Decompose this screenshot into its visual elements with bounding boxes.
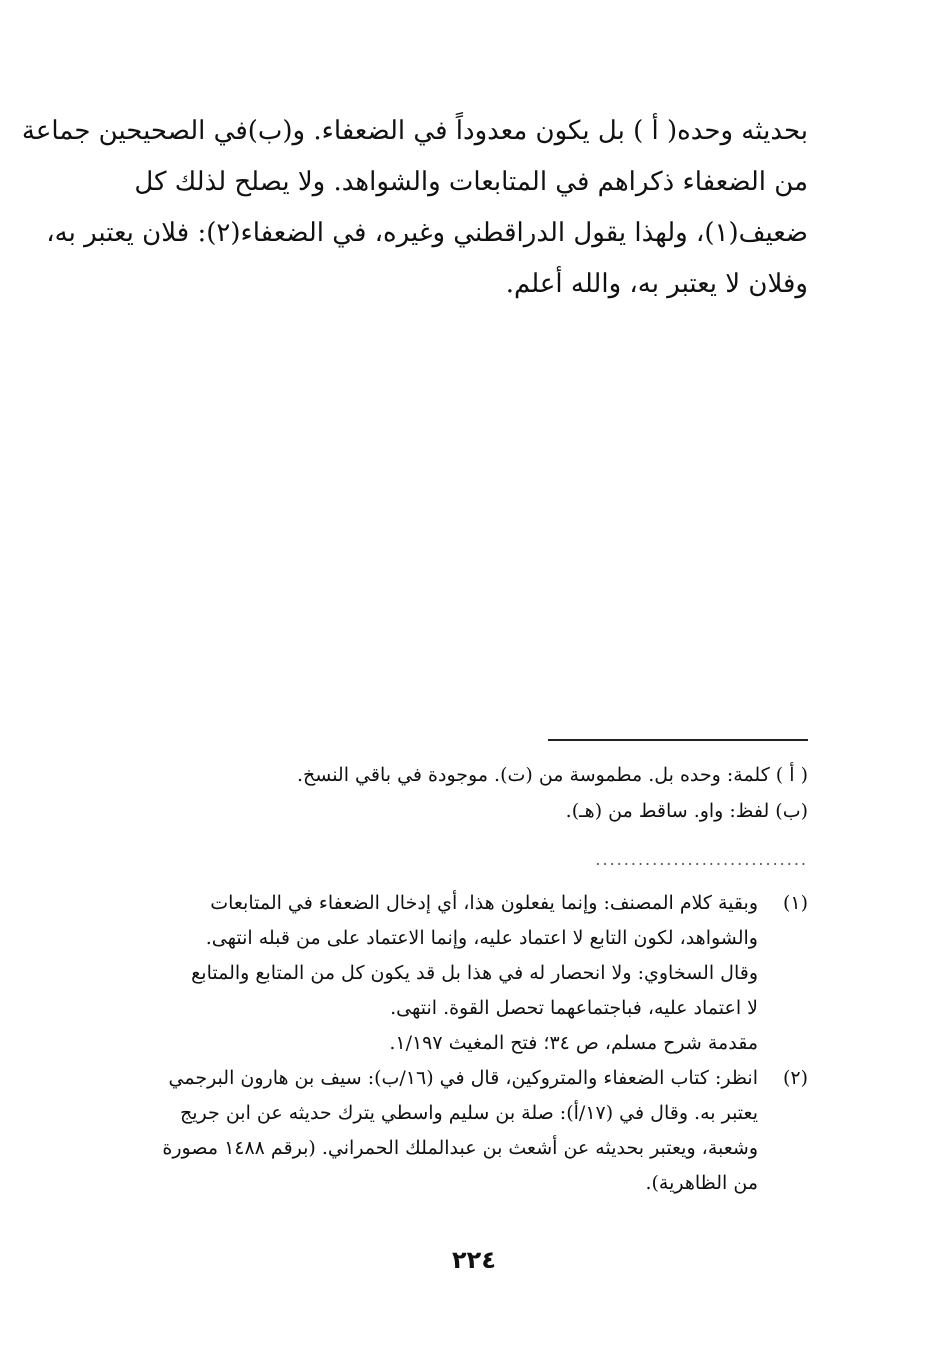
footnote-line: وشعبة، ويعتبر بحديثه عن أشعث بن عبدالملك الحمراني. (برقم ١٤٨٨ مصورة	[162, 1137, 758, 1159]
footnote-line: وقال السخاوي: ولا انحصار له في هذا بل قد يكون كل من المتابع والمتابع	[191, 962, 758, 984]
footnote-1	[108, 886, 808, 1061]
footnote-line: من الظاهرية).	[645, 1172, 758, 1194]
main-text-line: ضعيف(١)، ولهذا يقول الدراقطني وغيره، في الضعفاء(٢): فلان يعتبر به،	[46, 218, 808, 248]
footnote-line: والشواهد، لكون التابع لا اعتماد عليه، وإنما الاعتماد على من قبله انتهى.	[205, 927, 758, 949]
footnote-body	[108, 1061, 758, 1201]
dotted-separator: ..............................	[595, 850, 808, 869]
footnote-line: لا اعتماد عليه، فباجتماعهما تحصل القوة. انتهى.	[390, 997, 758, 1019]
footnote-line: يعتبر به. وقال في (١٧/أ): صلة بن سليم واسطي يترك حديثه عن ابن جريج	[180, 1102, 758, 1124]
numbered-footnotes	[108, 886, 808, 1201]
main-text-line: من الضعفاء ذكراهم في المتابعات والشواهد. ولا يصلح لذلك كل	[134, 167, 808, 197]
footnote-number: (١)	[782, 892, 808, 914]
letter-footnote-a: ( أ ) كلمة: وحده بل. مطموسة من (ت). موجودة في باقي النسخ.	[296, 764, 808, 786]
footnote-line: انظر: كتاب الضعفاء والمتروكين، قال في (١٦/ب): سيف بن هارون البرجمي	[168, 1067, 758, 1089]
page-number: ٢٢٤	[452, 1246, 496, 1274]
footnote-number: (٢)	[782, 1067, 808, 1089]
footnote-separator-rule	[548, 739, 808, 741]
footnote-line: وبقية كلام المصنف: وإنما يفعلون هذا، أي إدخال الضعفاء في المتابعات	[210, 892, 758, 914]
letter-footnotes	[200, 757, 808, 829]
footnote-body	[108, 886, 758, 1061]
footnote-2	[108, 1061, 808, 1201]
main-text	[21, 106, 808, 310]
letter-footnote-b: (ب) لفظ: واو. ساقط من (هـ).	[565, 800, 808, 822]
main-text-line: وفلان لا يعتبر به، والله أعلم.	[505, 269, 808, 299]
main-text-line: بحديثه وحده( أ ) بل يكون معدوداً في الضعفاء. و(ب)في الصحيحين جماعة	[21, 116, 808, 146]
footnote-line: مقدمة شرح مسلم، ص ٣٤؛ فتح المغيث ١/١٩٧.	[389, 1032, 758, 1054]
